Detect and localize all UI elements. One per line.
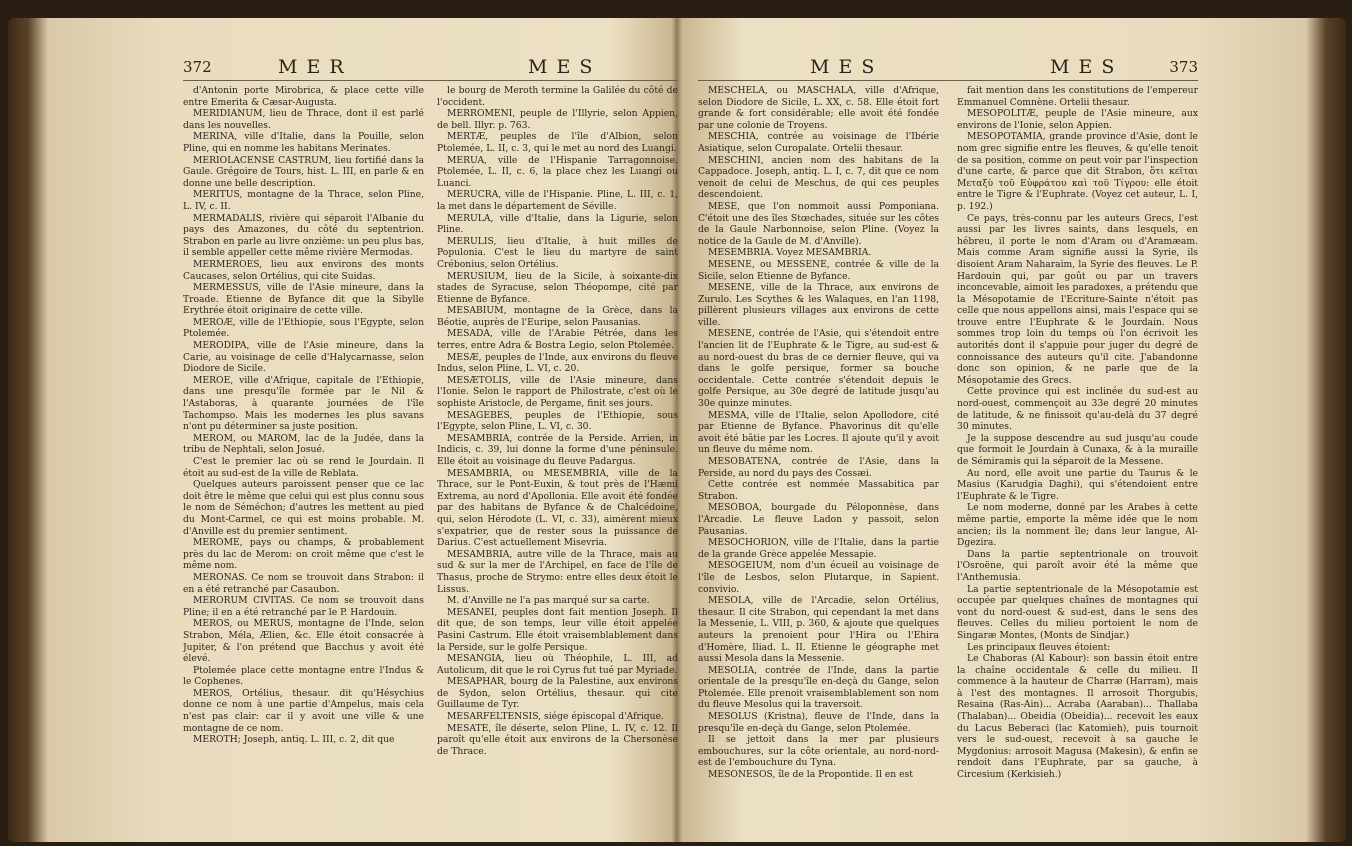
entry: MEROTH; Joseph, antiq. L. III, c. 2, dit que [193,734,395,746]
entry: C'est le premier lac où se rend le Jourdain. Il étoit au sud-est de la ville de Reblata. [183,456,424,479]
entry: MESE, que l'on nommoit aussi Pomponiana. C'étoit une des îles Stœchades, située sur les côtes de la Gaule Narbonnoise, selon Pline. (Voyez la notice de la Gaule de M. d'Anville). [698,200,939,247]
entry: MERIDIANUM, lieu de Thrace, dont il est parlé dans les nouvelles. [183,108,424,131]
running-head-right-2: MES [1050,56,1124,78]
entry: MESENE, ou MESSENE, contrée & ville de la Sicile, selon Etienne de Byfance. [698,258,939,282]
entry: MESCHIA, contrée au voisinage de l'Ibérie Asiatique, selon Curopalate. Ortelii thesaur. [698,131,939,154]
entry: MESOLA, ville de l'Arcadie, selon Ortélius, thesaur. Il cite Strabon, qui cependant la met dans la Messenie, L. VIII, p. 360, & ajoute que quelques auteurs la prenoient pour l'Hira ou l'Ehira d'Homère, Iliad. L. II. Etienne le géographe met aussi Mesola dans la Messenie. [698,595,939,665]
entry: d'Antonin porte Mirobrica, & place cette ville entre Emerita & Cæsar-Augusta. [183,85,424,108]
entry: Ce pays, très-connu par les auteurs Grecs, l'est aussi par les livres saints, dans lesquels, en hébreu, il porte le nom d'Aram ou d'Aramæam. Mais comme Aram signifie aussi la Syrie, ils disoient Aram Naharaim, la Syrie des fleuves. Le P. Hardouin qui, par goût ou par un travers inconcevable, aimoit les paradoxes, a prétendu que la Mésopotamie de l'Ecriture-Sainte n'étoit pas celle que nous appellons ainsi, mais l'espace qui se trouve entre l'Euphrate & le Jourdain. Nous sommes trop loin du temps où l'on écrivoit les autorités dont il s'appuie pour juger du degré de connoissance des auteurs qu'il cite. J'abandonne donc son opinion, & ne parle que de la Mésopotamie des Grecs. [957,212,1198,386]
entry: MESOBOA, bourgade du Péloponnèse, dans l'Arcadie. Le fleuve Ladon y passoit, selon Pausanias. [698,502,939,537]
entry: MESENE, contrée de l'Asie, qui s'étendoit entre l'ancien lit de l'Euphrate & le Tigre, au sud-est & au nord-ouest du bras de ce dernier fleuve, qui va dans le golfe persique, former sa bouche occidentale. Cette contrée s'étendoit depuis le golfe Persique, au 30e degré de latitude jusqu'au 30e quinze minutes. [698,328,939,410]
entry: MEROS, Ortélius, thesaur. dit qu'Hésychius donne ce nom à une partie d'Ampelus, mais cela n'est pas clair: car il y avoit une ville & une montagne de ce nom. [183,687,424,734]
left-page-column-2 [437,85,678,825]
entry: MERROMENI, peuple de l'Illyrie, selon Appien, de bell. Illyr. p. 763. [437,108,678,131]
entry: MESAMBRIA, contrée de la Perside. Arrien, in Indicis, c. 39, lui donne la forme d'une péninsule. Elle étoit au voisinage du fleuve Padargus. [437,432,678,467]
right-page-header [698,46,1198,81]
entry: MEROM, ou MAROM, lac de la Judée, dans la tribu de Nephtali, selon Josué. [183,432,424,456]
entry: MESANEI, peuples dont fait mention Joseph. Il dit que, de son temps, leur ville étoit appelée Pasini Castrum. Elle étoit vraisemblablement dans la Perside, sur le golfe Persique. [437,606,678,653]
entry: MESONESOS, île de la Propontide. Il en est [708,769,913,781]
open-book [8,18,1346,842]
entry: MESOBATENA, contrée de l'Asie, dans la Perside, au nord du pays des Cossæi. [698,456,939,479]
entry: MESARFELTENSIS, siége épiscopal d'Afrique. [447,711,664,723]
entry: MESOGEIUM, nom d'un écueil au voisinage de l'île de Lesbos, selon Plutarque, in Sapient. convivio. [698,560,939,595]
entry: MERTÆ, peuples de l'île d'Albion, selon Ptolemée, L. II, c. 3, qui le met au nord des Luangi. [437,131,678,154]
page-number-left: 372 [183,58,212,76]
entry: Cette province qui est inclinée du sud-est au nord-ouest, commençoit au 33e degré 20 minutes de latitude, & ne finissoit qu'au-delà du 37 degré 30 minutes. [957,386,1198,433]
entry: La partie septentrionale de la Mésopotamie est occupée par quelques chaînes de montagnes qui vont du nord-ouest & sud-est, dans le sens des fleuves. Celles du milieu portoient le nom de Singaræ Montes, (Monts de Sindjar.) [957,583,1198,641]
entry: MERUA, ville de l'Hispanie Tarragonnoise. Ptolemée, L. II, c. 6, la place chez les Luangi ou Luanci. [437,154,678,189]
running-head-right-1: MES [810,56,884,78]
entry: MERMEROES, lieu aux environs des monts Caucases, selon Ortélius, qui cite Suidas. [183,258,424,282]
entry: MESOLIA, contrée de l'Inde, dans la partie orientale de la presqu'île en-deçà du Gange, selon Ptolemée. Elle prenoit vraisemblablement son nom du fleuve Mesolus qui la traversoit. [698,664,939,711]
entry: Au nord, elle avoit une partie du Taurus & le Masius (Karudgia Daghi), qui s'étendoient entre l'Euphrate & le Tigre. [957,467,1198,502]
right-page-column-1 [698,85,939,825]
entry: MESCHELA, ou MASCHALA, ville d'Afrique, selon Diodore de Sicile, L. XX, c. 58. Elle étoit fort grande & fort considérable; elle avoit été fondée par une colonie de Troyens. [698,85,939,131]
entry: MESANGIA, lieu où Théophile, L. III, ad Autolicum, dit que le roi Cyrus fut tué par Myriade. [437,653,678,676]
entry: MESOCHORION, ville de l'Italie, dans la partie de la grande Grèce appelée Messapie. [698,537,939,560]
entry: MESOPOLITÆ, peuple de l'Asie mineure, aux environs de l'Ionie, selon Appien. [957,108,1198,131]
entry: MESAGEBES, peuples de l'Ethiopie, sous l'Egypte, selon Pline, L. VI, c. 30. [437,409,678,433]
entry: MESMA, ville de l'Italie, selon Apollodore, cité par Etienne de Byfance. Phavorinus dit qu'elle avoit été bâtie par les Locres. Il ajoute qu'il y avoit un fleuve du même nom. [698,409,939,456]
entry: MESEMBRIA. Voyez MESAMBRIA. [708,247,872,259]
entry: Le nom moderne, donné par les Arabes à cette même partie, emporte la même idée que le nom ancien; ils la nomment île; dans leur langue, Al-Dgezira. [957,502,1198,549]
entry: Dans la partie septentrionale on trouvoit l'Osroëne, qui paroît avoir été la même que l'Anthemusia. [957,548,1198,583]
entry: MESOLUS (Kristna), fleuve de l'Inde, dans la presqu'île en-deçà du Gange, selon Ptolemée. [698,711,939,734]
entry: Le Chaboras (Al Kabour): son bassin étoit entre la chaîne occidentale & celle du milieu. Il commence à la hauteur de Charræ (Harram), mais à l'est des montagnes. Il arrosoit Thorgubis, Resaina (Ras-Ain)... Acraba (Aaraban)... Thallaba (Thalaban)... Obeidia (Obeidia)... recevoit les eaux du Lacus Beberaci (lac Katomieh), puis tournoit vers le sud-ouest, recevoit à sa gauche le Mygdonius: arrosoit Magusa (Makesin), & enfin se rendoit dans l'Euphrate, par sa gauche, à Circesium (Kerkisieh.) [957,653,1198,781]
entry: Les principaux fleuves étoient: [967,641,1111,653]
entry: MESENE, ville de la Thrace, aux environs de Zurulo. Les Scythes & les Walaques, en l'an 1198, pillèrent plusieurs villages aux environs de cette ville. [698,282,939,328]
entry: fait mention dans les constitutions de l'empereur Emmanuel Comnène. Ortelii thesaur. [957,85,1198,108]
right-page-column-2 [957,85,1198,825]
entry: MESATE, île déserte, selon Pline, L. IV, c. 12. Il paroît qu'elle étoit aux environs de la Chersonèse de Thrace. [437,722,678,757]
entry: Cette contrée est nommée Massabitica par Strabon. [698,479,939,502]
entry: MERUCRA, ville de l'Hispanie. Pline, L. III, c. 1, la met dans le département de Séville. [437,189,678,212]
entry: MERMADALIS, rivière qui séparoit l'Albanie du pays des Amazones, du côté du septentrion. Strabon en parle au livre onzième: un peu plus bas, il semble appeller cette même rivière Mermodas. [183,212,424,259]
left-page [183,46,678,825]
entry: MESÆTOLIS, ville de l'Asie mineure, dans l'Ionie. Selon le rapport de Philostrate, c'est où le sophiste Aristocle, de Pergame, finit ses jours. [437,374,678,410]
entry: MESAMBRIA, autre ville de la Thrace, mais au sud & sur la mer de l'Archipel, en face de l'île de Thasus, proche de Strymo: entre elles deux étoit le Lissus. [437,548,678,595]
entry: MEROÆ, ville de l'Ethiopie, sous l'Egypte, selon Ptolemée. [183,316,424,340]
entry: le bourg de Meroth termine la Galilée du côté de l'occident. [437,85,678,108]
entry: MERITUS, montagne de la Thrace, selon Pline, L. IV, c. II. [183,189,424,212]
entry: MESCHINI, ancien nom des habitans de la Cappadoce. Joseph, antiq. L. I, c. 7, dit que ce nom venoit de celui de Meschus, de qui ces peuples descendoient. [698,154,939,201]
entry: Quelques auteurs paroissent penser que ce lac doit être le même que celui qui est plus connu sous le nom de Séméchon; d'autres les mettent au pied du Mont-Carmel, ce qui est moins probable. M. d'Anville est du premier sentiment. [183,479,424,537]
running-head-left-1: MER [278,56,353,78]
left-page-header [183,46,678,81]
right-page [698,46,1198,825]
entry: MEROE, ville d'Afrique, capitale de l'Ethiopie, dans une presqu'île formée par le Nil & l'Astaboras, à quarante journées de l'île Tachompso. Mais les modernes les plus savans n'ont pu déterminer sa juste position. [183,374,424,433]
entry: MESÆ, peuples de l'Inde, aux environs du fleuve Indus, selon Pline, L. VI, c. 20. [437,351,678,375]
entry: MESOPOTAMIA, grande province d'Asie, dont le nom grec signifie entre les fleuves, & qu'elle tenoit de sa position, comme on peut voir par l'inspection d'une carte, & parce que dit Strabon, ὅτι κεῖται Μεταξὺ τοῦ Εὐφράτου καὶ τοῦ Τίγρου: elle étoit entre le Tigre & l'Euphrate. (Voyez cet auteur, L. I, p. 192.) [957,131,1198,212]
entry: MERMESSUS, ville de l'Asie mineure, dans la Troade. Etienne de Byfance dit que la Sibylle Erythrée étoit originaire de cette ville. [183,282,424,317]
entry: MESADA, ville de l'Arabie Pétrée, dans les terres, entre Adra & Bostra Legio, selon Ptolemée. [437,328,678,352]
entry: MERINA, ville d'Italie, dans la Pouille, selon Pline, qui en nomme les habitans Merinates. [183,131,424,154]
page-number-right: 373 [1169,58,1198,76]
entry: MERULIS, lieu d'Italie, à huit milles de Populonia. C'est le lieu du martyre de saint Crébonius, selon Ortélius. [437,235,678,270]
entry: MESABIUM, montagne de la Grèce, dans la Béotie, auprès de l'Euripe, selon Pausanias. [437,305,678,328]
entry: MERIOLACENSE CASTRUM, lieu fortifié dans la Gaule. Grégoire de Tours, hist. L. III, en parle & en donne une belle description. [183,154,424,189]
entry: MERULA, ville d'Italie, dans la Ligurie, selon Pline. [437,212,678,236]
entry: MERODIPA, ville de l'Asie mineure, dans la Carie, au voisinage de celle d'Halycarnasse, selon Diodore de Sicile. [183,340,424,375]
entry: MEROME, pays ou champs, & probablement près du lac de Merom: on croit même que c'est le même nom. [183,537,424,572]
entry: MERORUM CIVITAS. Ce nom se trouvoit dans Pline; il en a été retranché par le P. Hardouin. [183,595,424,618]
entry: MERUSIUM, lieu de la Sicile, à soixante-dix stades de Syracuse, selon Théopompe, cité par Etienne de Byfance. [437,270,678,305]
left-page-column-1 [183,85,424,825]
entry: MESAPHAR, bourg de la Palestine, aux environs de Sydon, selon Ortélius, thesaur. qui cite Guillaume de Tyr. [437,676,678,711]
entry: Ptolemée place cette montagne entre l'Indus & le Cophenes. [183,664,424,688]
entry: MERONAS. Ce nom se trouvoit dans Strabon: il en a été retranché par Casaubon. [183,571,424,595]
entry: M. d'Anville ne l'a pas marqué sur sa carte. [447,595,650,607]
running-head-left-2: MES [528,56,602,78]
entry: Je la suppose descendre au sud jusqu'au coude que formoit le Jourdain à Cunaxa, & à la muraille de Sémiramis qui la séparoit de la Messene. [957,432,1198,467]
entry: Il se jettoit dans la mer par plusieurs embouchures, sur la côte orientale, au nord-nord-est de l'embouchure du Tyna. [698,734,939,769]
entry: MESAMBRIA, ou MESEMBRIA, ville de la Thrace, sur le Pont-Euxin, & tout près de l'Hæmi Extrema, au nord d'Apollonia. Elle avoit été fondée par des habitans de Byfance & de Chalcédoine, qui, selon Hérodote (L. VI, c. 33), aimèrent mieux s'expatrier, que de rester sous la puissance de Darius. C'est actuellement Misevria. [437,467,678,549]
entry: MEROS, ou MERUS, montagne de l'Inde, selon Strabon, Méla, Ælien, &c. Elle étoit consacrée à Jupiter, & l'on prétend que Bacchus y avoit été élevé. [183,618,424,665]
